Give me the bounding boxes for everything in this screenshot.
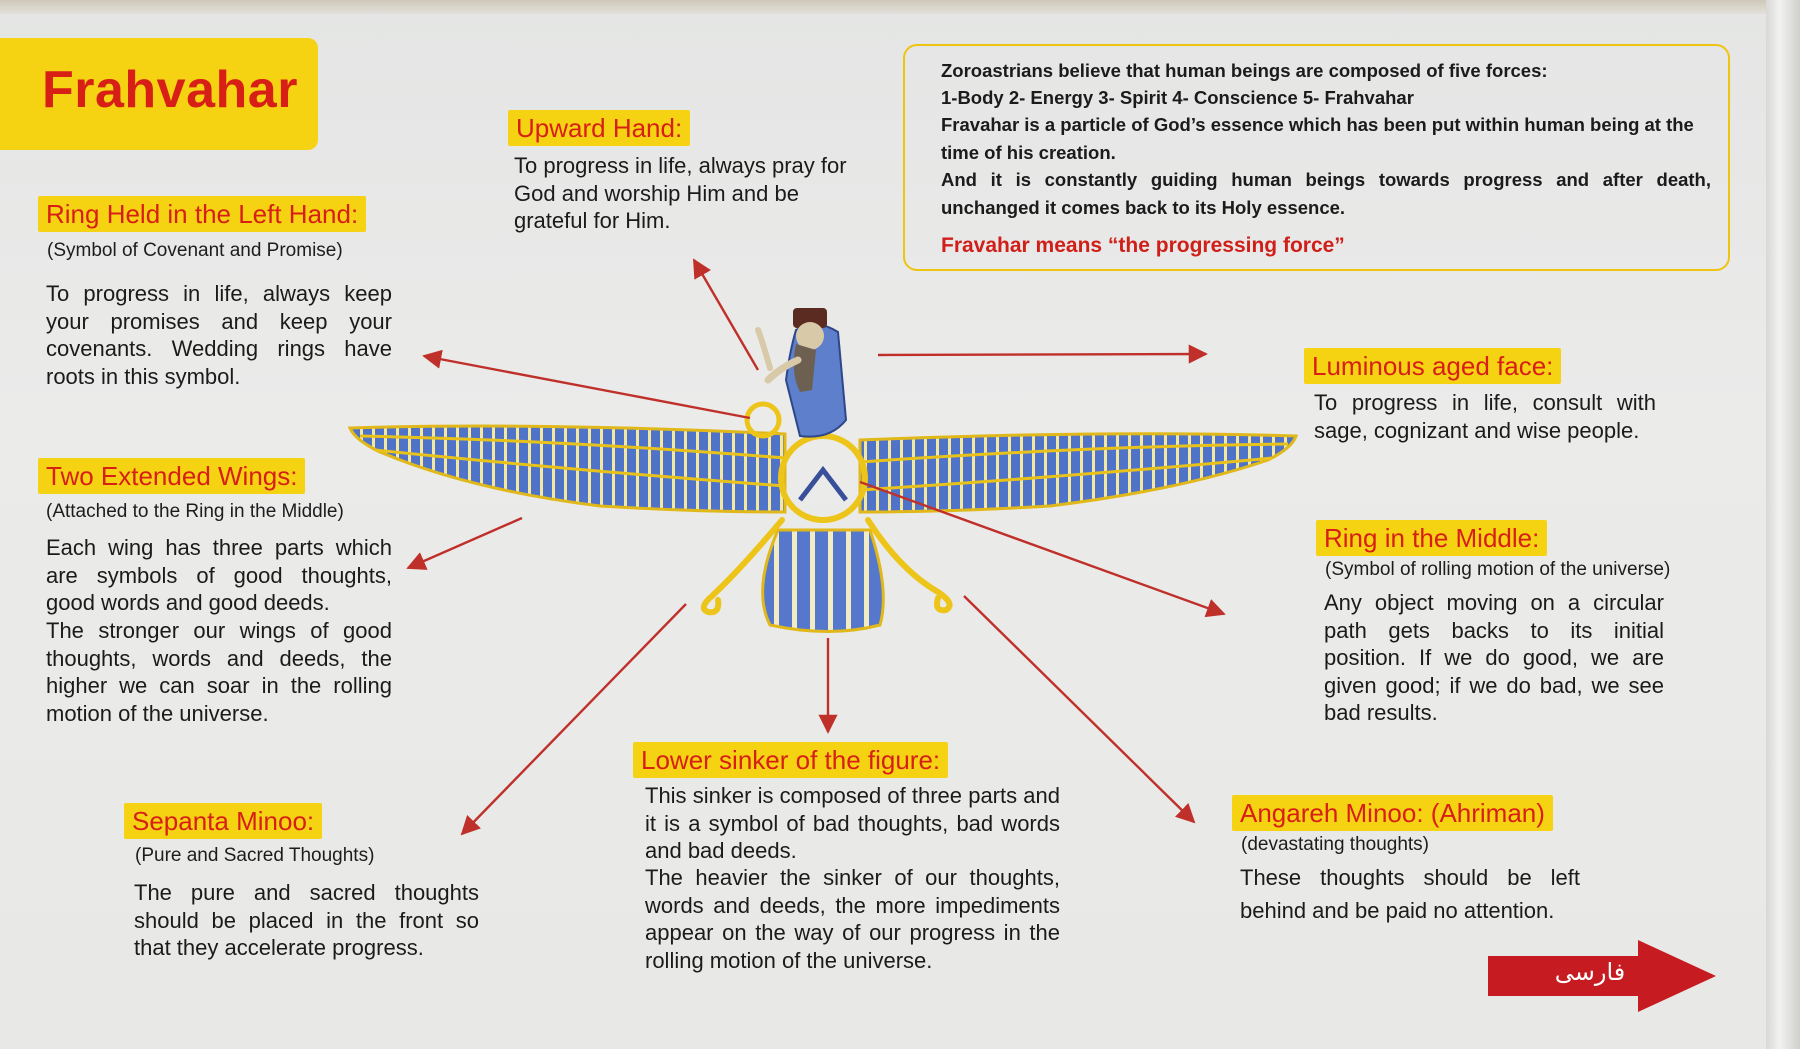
sepanta-heading: Sepanta Minoo: — [124, 803, 322, 839]
arrow-face — [878, 354, 1206, 355]
arrow-wings — [408, 518, 522, 568]
page-title: Frahvahar — [42, 61, 298, 119]
angareh-subtitle: (devastating thoughts) — [1241, 834, 1430, 855]
info-line-5: And it is constantly guiding human beings towards progress and after death, — [941, 169, 1711, 190]
arrow-upward-hand — [694, 260, 758, 370]
face-heading: Luminous aged face: — [1304, 348, 1561, 384]
info-line-1: Zoroastrians believe that human beings are composed of five forces: — [941, 60, 1548, 81]
upward-hand-heading: Upward Hand: — [508, 110, 690, 146]
sepanta-subtitle: (Pure and Sacred Thoughts) — [135, 845, 375, 866]
angareh-heading: Angareh Minoo: (Ahriman) — [1232, 795, 1553, 831]
angareh-text-1: These thoughts should be left — [1240, 865, 1580, 890]
lower-sinker-text-2: The heavier the sinker of our thoughts, words and deeds, the more impediments appear on the way of our progress in the rolling motion of the universe. — [645, 865, 1060, 973]
upward-hand-text: To progress in life, always pray for God and worship Him and be grateful for Him. — [514, 153, 847, 233]
info-line-6: unchanged it comes back to its Holy essence. — [941, 197, 1346, 218]
info-line-4: time of his creation. — [941, 142, 1116, 163]
ring-middle-subtitle: (Symbol of rolling motion of the universe) — [1325, 559, 1671, 580]
info-line-3: Fravahar is a particle of God’s essence which has been put within human being at the — [941, 114, 1694, 135]
hand-ring — [747, 404, 779, 436]
arrow-angareh — [964, 596, 1194, 822]
central-ring — [781, 436, 865, 520]
ring-left-text: To progress in life, always keep your promises and keep your covenants. Wedding rings have roots in this symbol. — [46, 281, 392, 389]
wings-heading: Two Extended Wings: — [38, 458, 305, 494]
wings-text-2: The stronger our wings of good thoughts, words and deeds, the higher we can soar in the rolling motion of the universe. — [46, 618, 392, 726]
info-line-2: 1-Body 2- Energy 3- Spirit 4- Conscience 5- Frahvahar — [941, 87, 1414, 108]
sepanta-text: The pure and sacred thoughts should be placed in the front so that they accelerate progress. — [134, 880, 479, 960]
lower-sinker-text-1: This sinker is composed of three parts and it is a symbol of bad thoughts, bad words and bad deeds. — [645, 783, 1060, 863]
lower-sinker-heading: Lower sinker of the figure: — [633, 742, 948, 778]
wings-subtitle: (Attached to the Ring in the Middle) — [46, 501, 344, 522]
ring-chevron — [800, 470, 846, 500]
human-figure — [758, 308, 846, 437]
tail-feathers — [763, 530, 884, 632]
ring-middle-text: Any object moving on a circular path gets backs to its initial position. If we do good, we are given good; if we do bad, we see bad results. — [1324, 590, 1664, 725]
wings-text-1: Each wing has three parts which are symbols of good thoughts, good words and good deeds. — [46, 535, 392, 615]
left-wing — [350, 426, 785, 512]
right-wing — [860, 434, 1296, 512]
ring-left-subtitle: (Symbol of Covenant and Promise) — [47, 240, 343, 261]
ring-middle-heading: Ring in the Middle: — [1316, 520, 1547, 556]
face-text: To progress in life, consult with sage, cognizant and wise people. — [1314, 390, 1656, 443]
arrow-ring-left — [424, 356, 750, 418]
arrow-sepanta — [462, 604, 686, 834]
info-highlight: Fravahar means “the progressing force” — [941, 234, 1345, 257]
farsi-button-label[interactable]: فارسی — [1554, 958, 1626, 986]
angareh-text-2: behind and be paid no attention. — [1240, 898, 1555, 923]
ring-left-heading: Ring Held in the Left Hand: — [38, 196, 366, 232]
